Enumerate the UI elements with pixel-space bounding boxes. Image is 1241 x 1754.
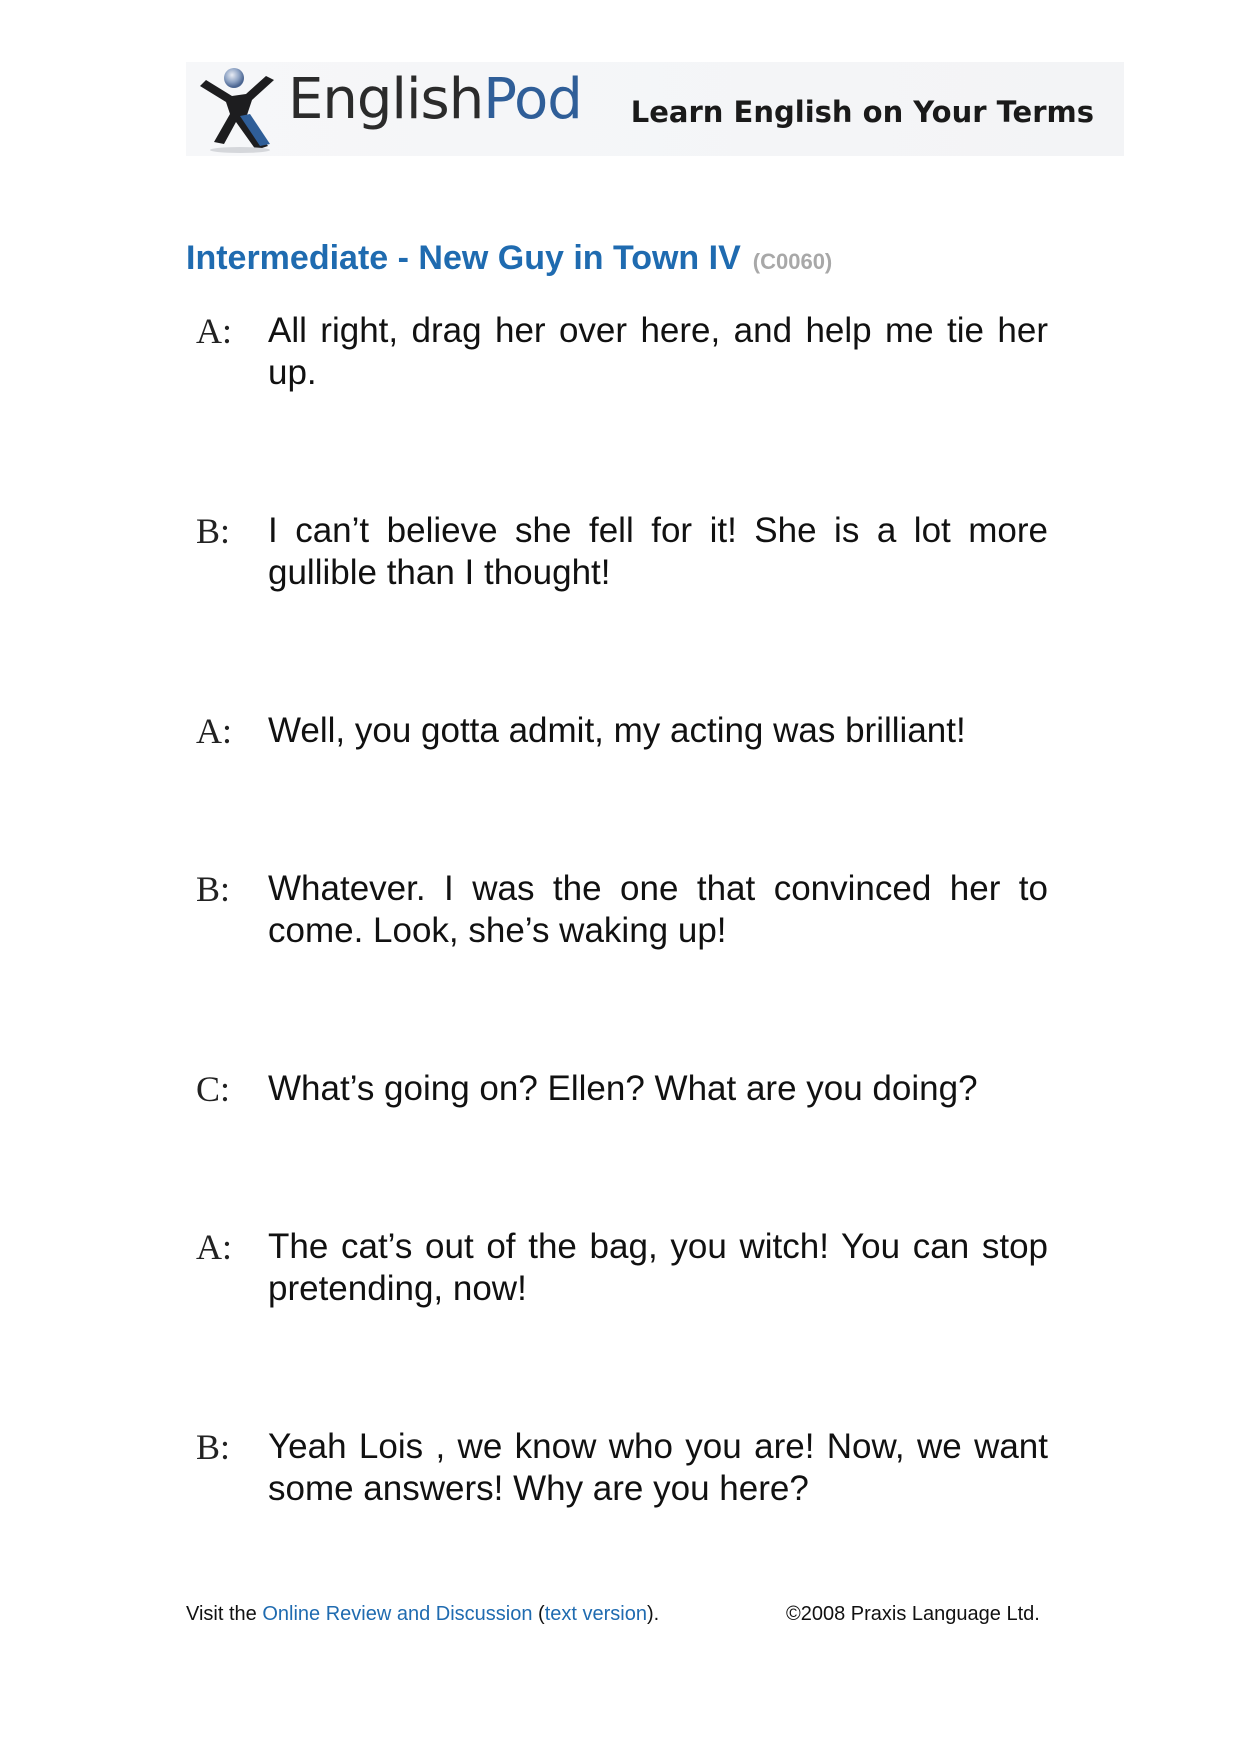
dialogue-text: I can’t believe she fell for it! She is a lot more gullible than I thought! [268, 511, 1048, 592]
speaker-label: A: [196, 711, 232, 751]
footer-visit [186, 1603, 659, 1626]
logo-wordmark [288, 67, 582, 132]
dialogue-text: What’s going on? Ellen? What are you doing? [268, 1069, 978, 1108]
figure-icon [196, 66, 282, 154]
speaker-label: B: [196, 1427, 231, 1467]
lesson-title-row [186, 239, 832, 278]
copyright-notice: ©2008 Praxis Language Ltd. [786, 1603, 1040, 1625]
dialogue-text: Well, you gotta admit, my acting was brilliant! [268, 711, 966, 750]
footer-paren-open: ( [532, 1603, 545, 1625]
dialogue-text: All right, drag her over here, and help me tie her up. [268, 311, 1048, 392]
speaker-label: B: [196, 511, 231, 551]
speaker-label: C: [196, 1069, 231, 1109]
footer-visit-prefix: Visit the [186, 1603, 263, 1625]
dialogue-text: The cat’s out of the bag, you witch! You can stop pretending, now! [268, 1227, 1048, 1308]
header-banner [186, 62, 1124, 156]
speaker-label: A: [196, 1227, 232, 1267]
lesson-code: (C0060) [752, 249, 833, 274]
logo-word-pod: Pod [483, 67, 582, 132]
dialogue-text: Yeah Lois , we know who you are! Now, we want some answers! Why are you here? [268, 1427, 1048, 1508]
text-version-link[interactable]: text version [544, 1603, 647, 1625]
logo-word-english: English [288, 67, 484, 132]
tagline: Learn English on Your Terms [630, 95, 1094, 129]
speaker-label: B: [196, 869, 231, 909]
footer-paren-close: ). [646, 1603, 660, 1625]
online-review-link[interactable]: Online Review and Discussion [262, 1603, 533, 1625]
dialogue-text: Whatever. I was the one that convinced her to come. Look, she’s waking up! [268, 869, 1048, 950]
lesson-title: Intermediate - New Guy in Town IV [186, 239, 741, 277]
speaker-label: A: [196, 311, 232, 351]
